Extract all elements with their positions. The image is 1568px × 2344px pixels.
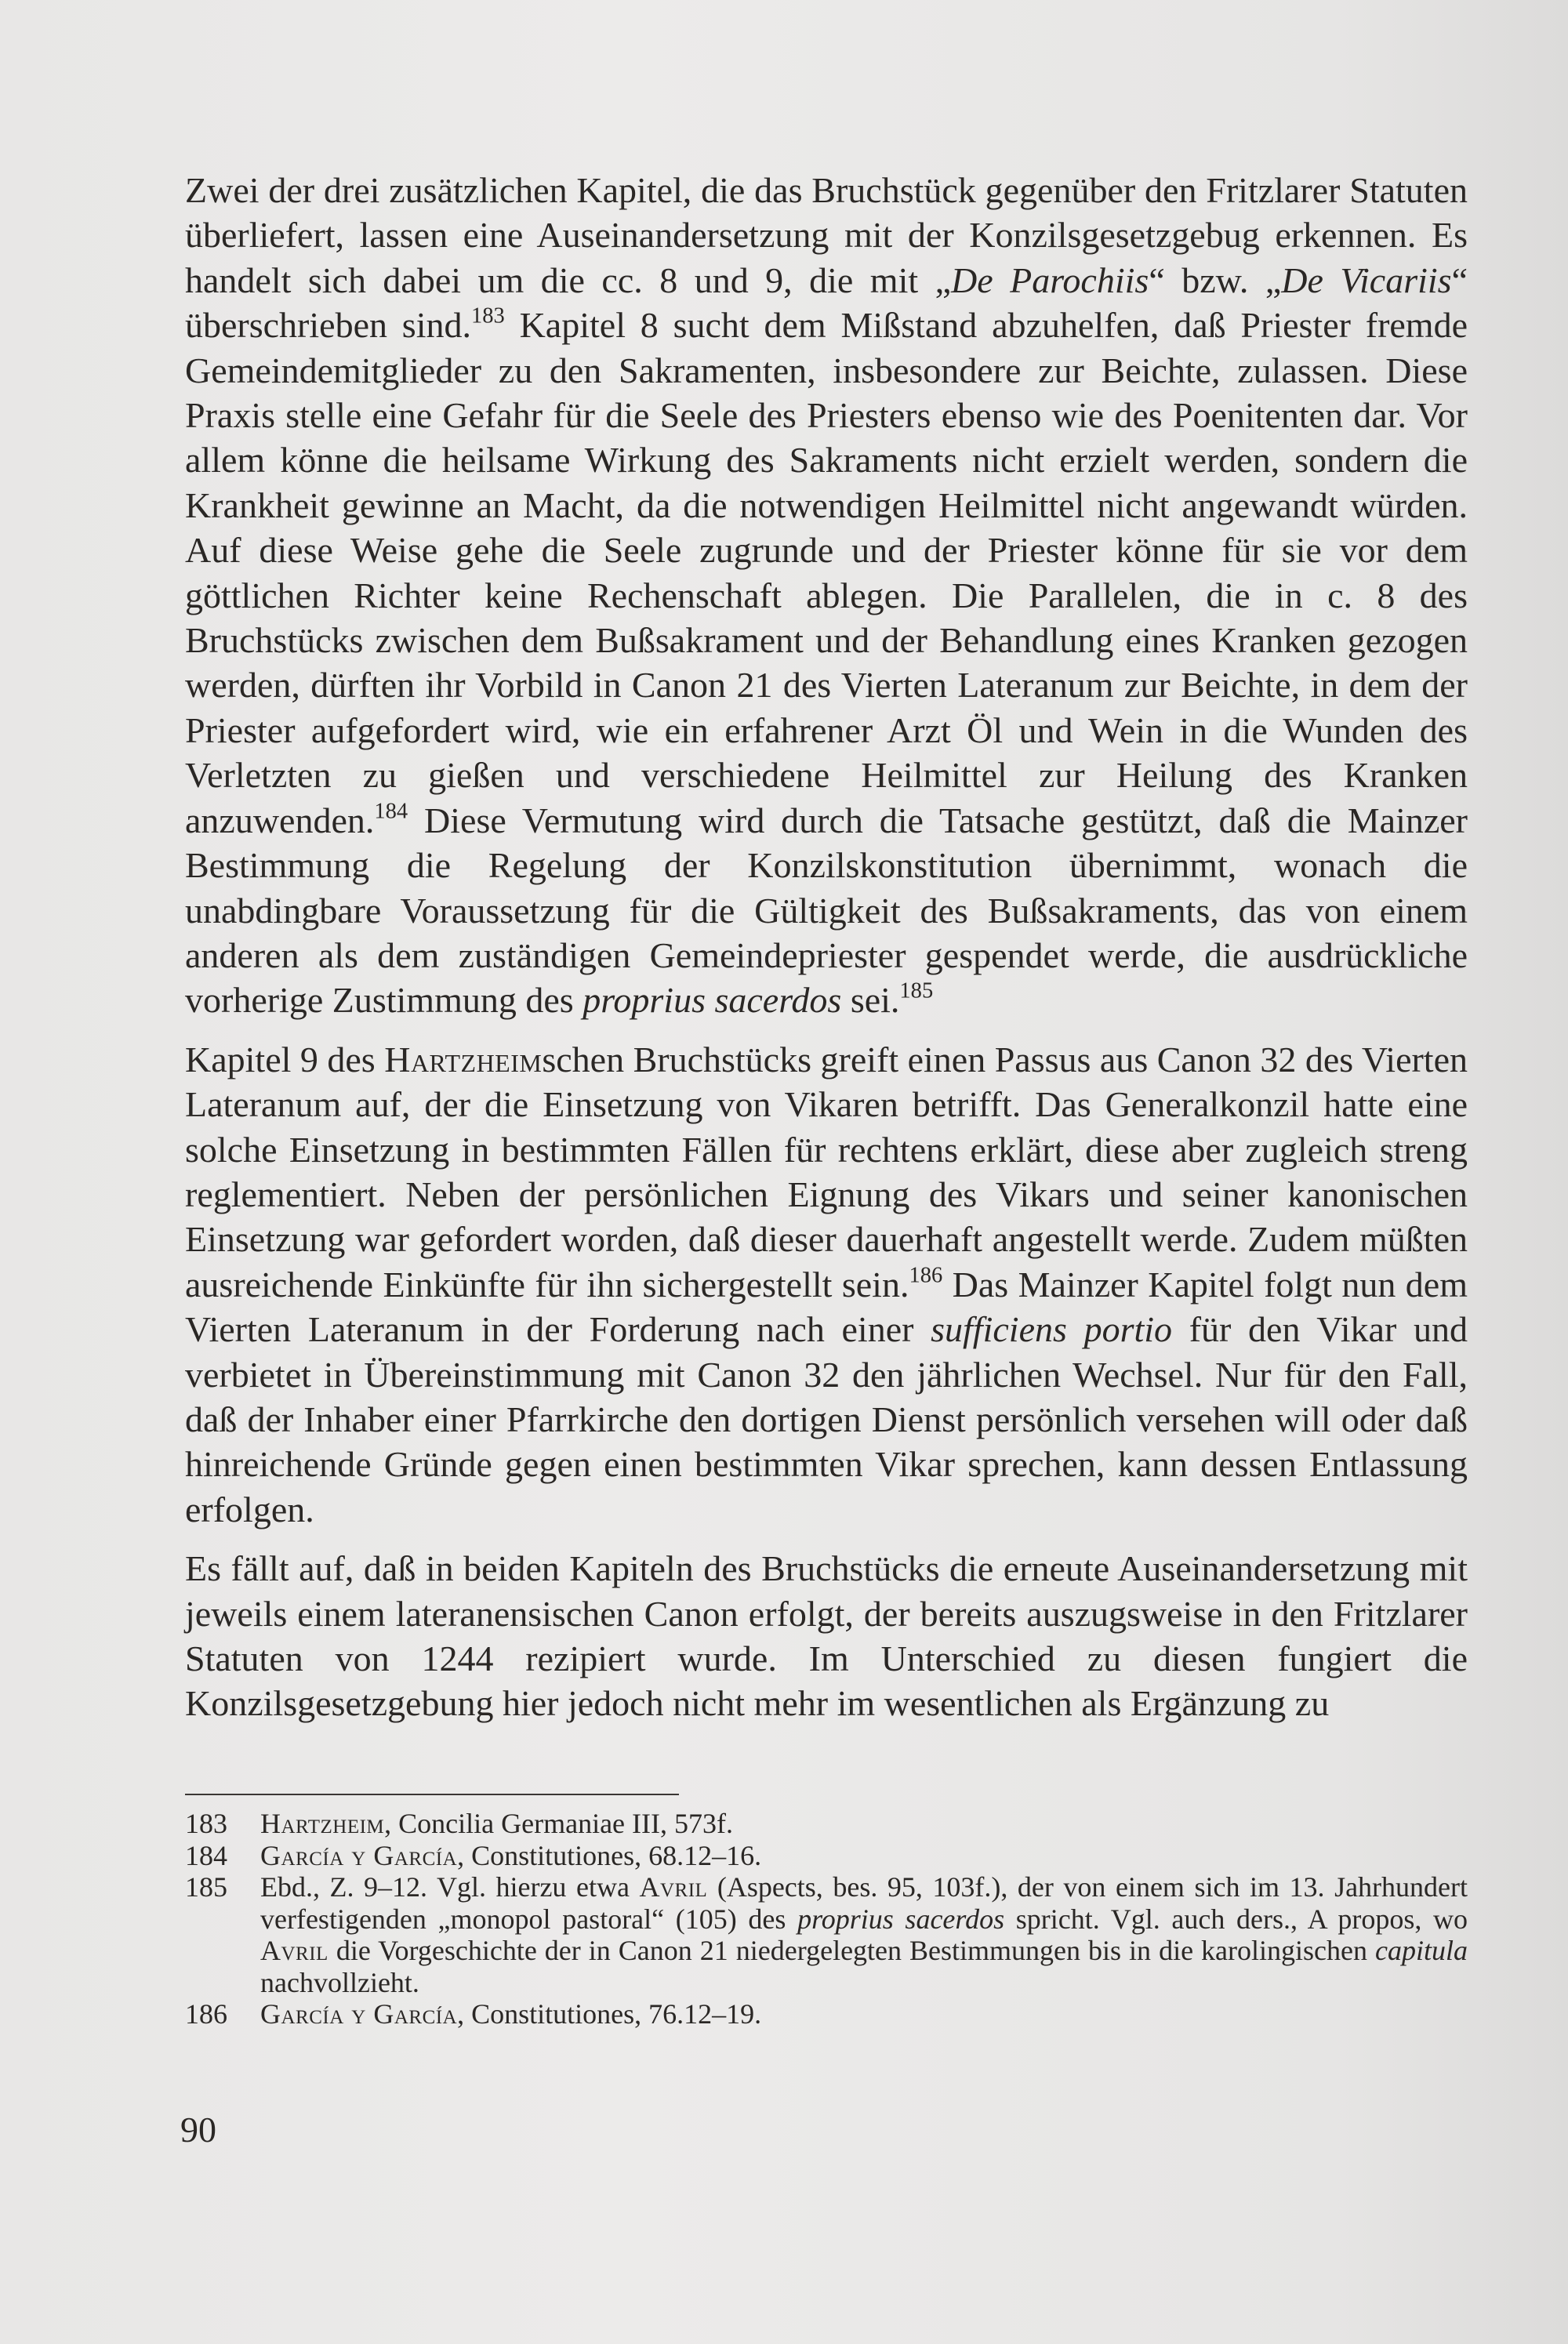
- footnote-ref: 183: [470, 303, 505, 328]
- footnote-number: 184: [185, 1839, 227, 1871]
- footnote-text: [260, 1840, 1468, 1872]
- text-run: nachvollzieht.: [260, 1966, 419, 1998]
- text-run: die Vorgeschichte der in Canon 21 niedergelegten Bestimmungen bis in die karolingischen: [328, 1935, 1376, 1966]
- paragraph: [185, 1037, 1468, 1532]
- text-run: Diese Vermutung wird durch die Tatsache gestützt, daß die Mainzer Bestimmung die Regelung der Konzilskonstitution übernimmt, wonach die unabdingbare Voraussetzung für die Gültigkeit des Bußsakraments, das von einem anderen als dem zuständigen Gemeindepriester gespendet werde, die ausdrückliche vorherige Zustimmung des: [185, 800, 1468, 1021]
- footnote-ref: 185: [899, 978, 934, 1003]
- author-name: Avril: [639, 1871, 708, 1903]
- text-run: , Constitutiones, 68.12–16.: [457, 1839, 762, 1871]
- italic-text: capitula: [1375, 1935, 1468, 1966]
- text-run: für den Vikar und verbietet in Übereinstimmung mit Canon 32 den jährlichen Wechsel. Nur für den Fall, daß der Inhaber einer Pfarrkirche den dortigen Dienst persönlich versehen will oder daß hinreichende Gründe gegen einen bestimmten Vikar sprechen, kann dessen Entlassung erfolgen.: [185, 1309, 1468, 1529]
- footnote-text: [260, 1808, 1468, 1840]
- text-run: Zwei der drei zusätzlichen Kapitel, die das Bruchstück gegenüber den Fritzlarer Statuten überliefert, lassen eine Auseinandersetzung mit der Konzilsgesetzgebug erkennen. Es handelt sich dabei um die cc. 8 und 9, die mit „: [185, 170, 1468, 300]
- text-run: , Constitutiones, 76.12–19.: [457, 1998, 762, 2030]
- text-run: (Aspects, bes. 95, 103f.), der von einem sich im 13. Jahrhundert verfestigenden „monopol pastoral“ (105) des: [260, 1871, 1468, 1935]
- text-run: spricht. Vgl. auch ders., A propos, wo: [1004, 1903, 1468, 1935]
- text-run: Das Mainzer Kapitel folgt nun dem Vierten Lateranum in der Forderung nach einer: [185, 1264, 1468, 1350]
- text-run: Ebd., Z. 9–12. Vgl. hierzu etwa: [260, 1871, 640, 1903]
- page-number: 90: [180, 2110, 216, 2150]
- footnote-ref: 184: [374, 799, 408, 824]
- footnote-text: [260, 1871, 1468, 1998]
- text-run: Es fällt auf, daß in beiden Kapiteln des Bruchstücks die erneute Auseinandersetzung mit jeweils einem lateranensischen Canon erfolgt, der bereits auszugsweise in den Fritzlarer Statuten von 1244 rezipiert wurde. Im Unterschied zu diesen fungiert die Konzilsgesetzgebung hier jedoch nicht mehr im wesentlichen als Ergänzung zu: [185, 1548, 1468, 1724]
- paragraph: [185, 1546, 1468, 1726]
- footnote-ref: 186: [909, 1263, 943, 1288]
- footnote-number: 185: [185, 1871, 227, 1903]
- italic-text: De Parochiis: [951, 259, 1149, 300]
- italic-text: proprius sacerdos: [583, 980, 842, 1021]
- text-run: “ bzw. „: [1149, 259, 1282, 300]
- text-run: “ überschrieben sind.: [185, 259, 1468, 346]
- footnote: [185, 1840, 1468, 1872]
- author-name: García y García: [260, 1839, 458, 1871]
- footnote: [185, 1871, 1468, 1998]
- main-text: [185, 168, 1468, 1726]
- author-name: Hartzheim: [384, 1039, 543, 1079]
- footnote-number: 183: [185, 1808, 227, 1839]
- footnote-separator: [185, 1794, 679, 1795]
- footnote: [185, 1998, 1468, 2030]
- text-run: Kapitel 9 des: [185, 1039, 385, 1079]
- author-name: Hartzheim: [260, 1808, 385, 1839]
- author-name: Avril: [260, 1935, 328, 1966]
- footnote: [185, 1808, 1468, 1840]
- text-run: , Concilia Germaniae III, 573f.: [384, 1808, 733, 1839]
- italic-text: proprius sacerdos: [797, 1903, 1005, 1935]
- text-run: Kapitel 8 sucht dem Mißstand abzuhelfen, daß Priester fremde Gemeindemitglieder zu den Sakramenten, insbesondere zur Beichte, zulassen. Diese Praxis stelle eine Gefahr für die Seele des Priesters ebenso wie des Poenitenten dar. Vor allem könne die heilsame Wirkung des Sakraments nicht erzielt werden, sondern die Krankheit gewinne an Macht, da die notwendigen Heilmittel nicht angewandt würden. Auf diese Weise gehe die Seele zugrunde und der Priester könne für sie vor dem göttlichen Richter keine Rechenschaft ablegen. Die Parallelen, die in c. 8 des Bruchstücks zwischen dem Bußsakrament und der Behandlung eines Kranken gezogen werden, dürften ihr Vorbild in Canon 21 des Vierten Lateranum zur Beichte, in dem der Priester aufgefordert wird, wie ein erfahrener Arzt Öl und Wein in die Wunden des Verletzten zu gießen und verschiedene Heilmittel zur Heilung des Kranken anzuwenden.: [185, 305, 1468, 840]
- italic-text: De Vicariis: [1281, 259, 1452, 300]
- text-run: schen Bruchstücks greift einen Passus aus Canon 32 des Vierten Lateranum auf, der die Einsetzung von Vikaren betrifft. Das Generalkonzil hatte eine solche Einsetzung in bestimmten Fällen für rechtens erklärt, diese aber zugleich streng reglementiert. Neben der persönlichen Eignung des Vikars und seiner kanonischen Einsetzung war gefordert worden, daß dieser dauerhaft angestellt werde. Zudem müßten ausreichende Einkünfte für ihn sichergestellt sein.: [185, 1039, 1468, 1304]
- paragraph: [185, 168, 1468, 1023]
- italic-text: sufficiens portio: [931, 1309, 1173, 1350]
- text-run: sei.: [841, 980, 900, 1021]
- footnotes: [185, 1808, 1468, 2030]
- author-name: García y García: [260, 1998, 458, 2030]
- footnote-number: 186: [185, 1998, 227, 2030]
- footnote-text: [260, 1998, 1468, 2030]
